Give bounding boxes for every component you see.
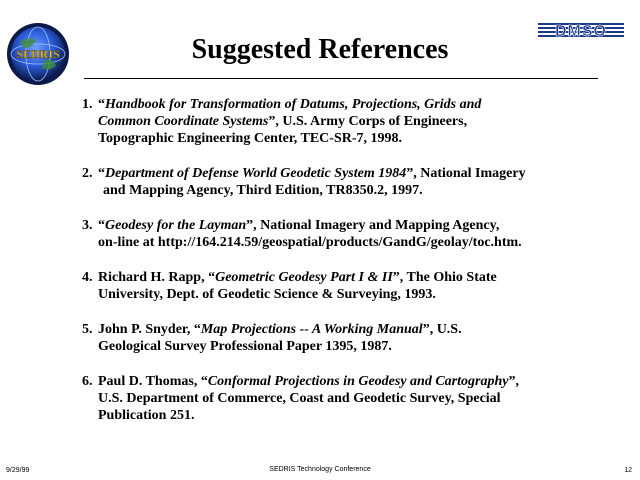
page-title: Suggested References xyxy=(191,34,449,65)
reference-url-line: on-line at http://164.214.59/geospatial/products/GandG/geolay/toc.htm. xyxy=(98,235,522,250)
reference-item-5 xyxy=(82,321,612,355)
reference-item-3 xyxy=(82,217,612,251)
reference-text: Paul D. Thomas, “Conformal Projections in Geodesy and Cartography”, xyxy=(98,374,519,389)
dmso-logo-text: DMSO xyxy=(555,23,607,40)
reference-number: 1. xyxy=(82,97,93,112)
reference-title: Geometric Geodesy Part I & II xyxy=(215,270,393,285)
reference-title: Conformal Projections in Geodesy and Cartography xyxy=(207,374,509,389)
footer-conference: SEDRIS Technology Conference xyxy=(269,466,371,473)
reference-number: 4. xyxy=(82,270,93,285)
reference-title: Map Projections -- A Working Manual xyxy=(200,322,423,337)
footer-date: 9/29/99 xyxy=(6,467,30,474)
title-divider xyxy=(84,78,598,79)
reference-text: John P. Snyder, “Map Projections -- A Working Manual”, U.S. xyxy=(98,322,462,337)
reference-text: “Geodesy for the Layman”, National Imagery and Mapping Agency, xyxy=(98,218,500,233)
reference-list xyxy=(82,96,612,442)
reference-continuation: University, Dept. of Geodetic Science & Surveying, 1993. xyxy=(98,287,436,302)
reference-item-1 xyxy=(82,96,612,147)
reference-continuation: Common Coordinate Systems”, U.S. Army Corps of Engineers, xyxy=(98,114,468,129)
reference-item-6 xyxy=(82,373,612,424)
reference-continuation: Topographic Engineering Center, TEC-SR-7, 1998. xyxy=(98,131,403,146)
reference-number: 5. xyxy=(82,322,93,337)
reference-number: 6. xyxy=(82,374,93,389)
footer-page-number: 12 xyxy=(624,467,632,474)
reference-title: Geodesy for the Layman xyxy=(105,218,247,233)
reference-title: Handbook for Transformation of Datums, Projections, Grids and xyxy=(105,97,482,112)
reference-title: Department of Defense World Geodetic System 1984 xyxy=(105,166,407,181)
reference-text: “Department of Defense World Geodetic System 1984”, National Imagery xyxy=(98,166,526,181)
reference-continuation: Geological Survey Professional Paper 1395, 1987. xyxy=(98,339,392,354)
reference-item-4 xyxy=(82,269,612,303)
reference-text: Richard H. Rapp, “Geometric Geodesy Part I & II”, The Ohio State xyxy=(98,270,497,285)
reference-number: 2. xyxy=(82,166,93,181)
reference-title: Common Coordinate Systems xyxy=(98,114,269,129)
reference-continuation: U.S. Department of Commerce, Coast and Geodetic Survey, Special xyxy=(98,391,501,406)
reference-number: 3. xyxy=(82,218,93,233)
reference-continuation: and Mapping Agency, Third Edition, TR8350.2, 1997. xyxy=(103,183,423,198)
reference-text: “Handbook for Transformation of Datums, Projections, Grids and xyxy=(98,97,482,112)
reference-continuation: Publication 251. xyxy=(98,408,195,423)
reference-item-2 xyxy=(82,165,612,199)
sedris-logo-text: SEDRIS xyxy=(16,47,60,61)
